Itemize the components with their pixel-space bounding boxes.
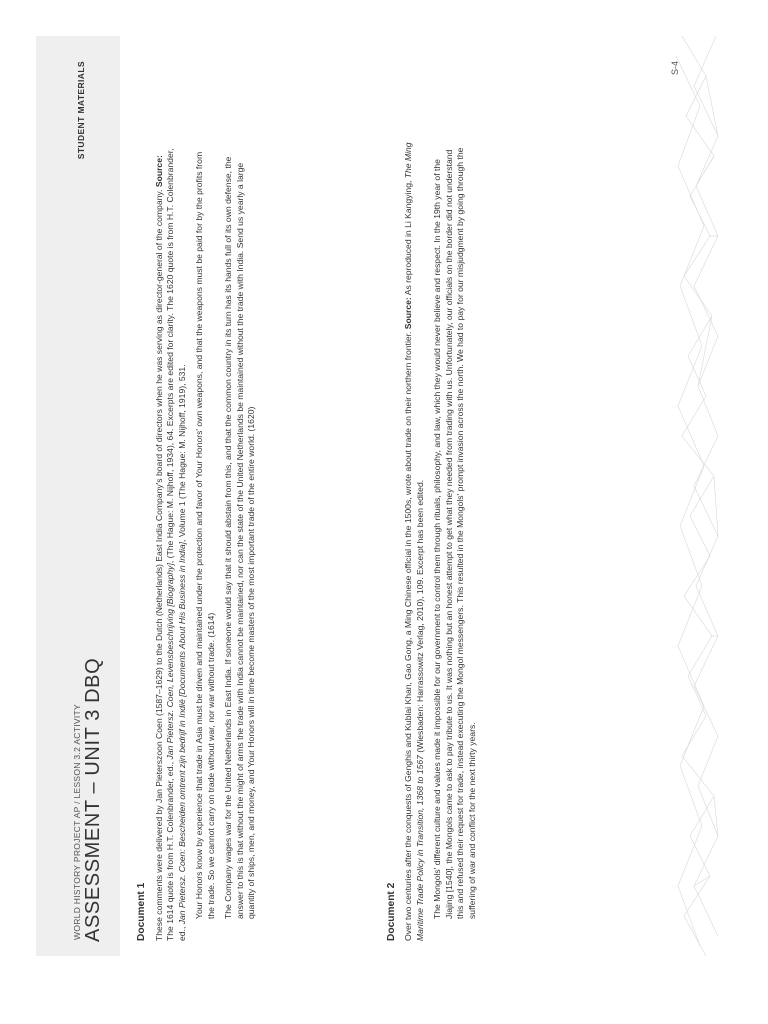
document-1-intro: These comments were delivered by Jan Pieterszoon Coen (1587–1629) to the Dutch (Netherlands) East India Company's board of directors when he was serving as director-general of the company. Source: The 1614 quote is from H.T. Colenbrander, ed., Jan Pietersz. Coen, Levensbeschrijving [Biography], (The Hague: M. Nijhoff, 1934), 64. Excerpts are edited for clarity. The 1620 quote is from H.T. Colenbrander, ed., Jan Pietersz. Coen: Bescheiden omtrent zijn bedrijf in Indië [Documents About His Business in India], Volume 1 (The Hague: M. Nijhoff, 1919), 531. <box>153 148 187 941</box>
document-1-heading: Document 1 <box>136 882 147 941</box>
student-materials-label: STUDENT MATERIALS <box>76 61 86 160</box>
page-title: ASSESSMENT – UNIT 3 DBQ <box>82 657 104 942</box>
document-1-quote-1614: Your Honors know by experience that trade in Asia must be driven and maintained under the protection and favor of Your Honors' own weapons, and that the weapons must be paid for by the profits from the trade. So we cannot carry on trade without war, nor war without trade. (1614) <box>194 151 216 919</box>
document-1-quote-1620: The Company wages war for the United Netherlands in East India. If someone would say that it should abstain from this, and that the common country in its turn has its hands full of its own defense, the answer to this is that without the might of arms the trade with India cannot be maintained, nor can the state of the United Netherlands be maintained without the trade with India. Send us yearly a large quantity of ships, men, and money, and Your Honors will in time become masters of the most important trade of the entire world. (1620) <box>223 156 256 919</box>
rotated-content <box>40 37 710 955</box>
series-label: WORLD HISTORY PROJECT AP / LESSON 3.2 ACTIVITY <box>72 704 82 940</box>
document-body <box>136 141 484 941</box>
document-2-intro: Over two centuries after the conquests of Genghis and Kublai Khan, Gao Gong, a Ming Chinese official in the 1500s, wrote about trade on their northern frontier. Source: As reproduced in Li Kangying, The Ming Maritime Trade Policy in Transition, 1368 to 1567 (Wiesbaden: Harrassowitz Verlag, 2010), 109. Excerpt has been edited. <box>403 142 425 941</box>
document-2-quote: The Mongols' different culture and values made it impossible for our government to control them through rituals, philosophy, and law, which they would never believe and respect. In the 19th year of the Jiajing [1540], the Mongols came to ask to pay tribute to us. It was nothing but an honest attempt to get what they needed from trading with us. Unfortunately, our officials on the border did not understand this and refused their request for trade, instead executing the Mongol messengers. This resulted in the Mongols' prompt invasion across the north. We had to pay for our misjudgment by going through the suffering of war and conflict for the next thirty years. <box>432 147 477 919</box>
document-2-heading: Document 2 <box>385 882 397 941</box>
page-number: S-4 <box>670 61 680 76</box>
